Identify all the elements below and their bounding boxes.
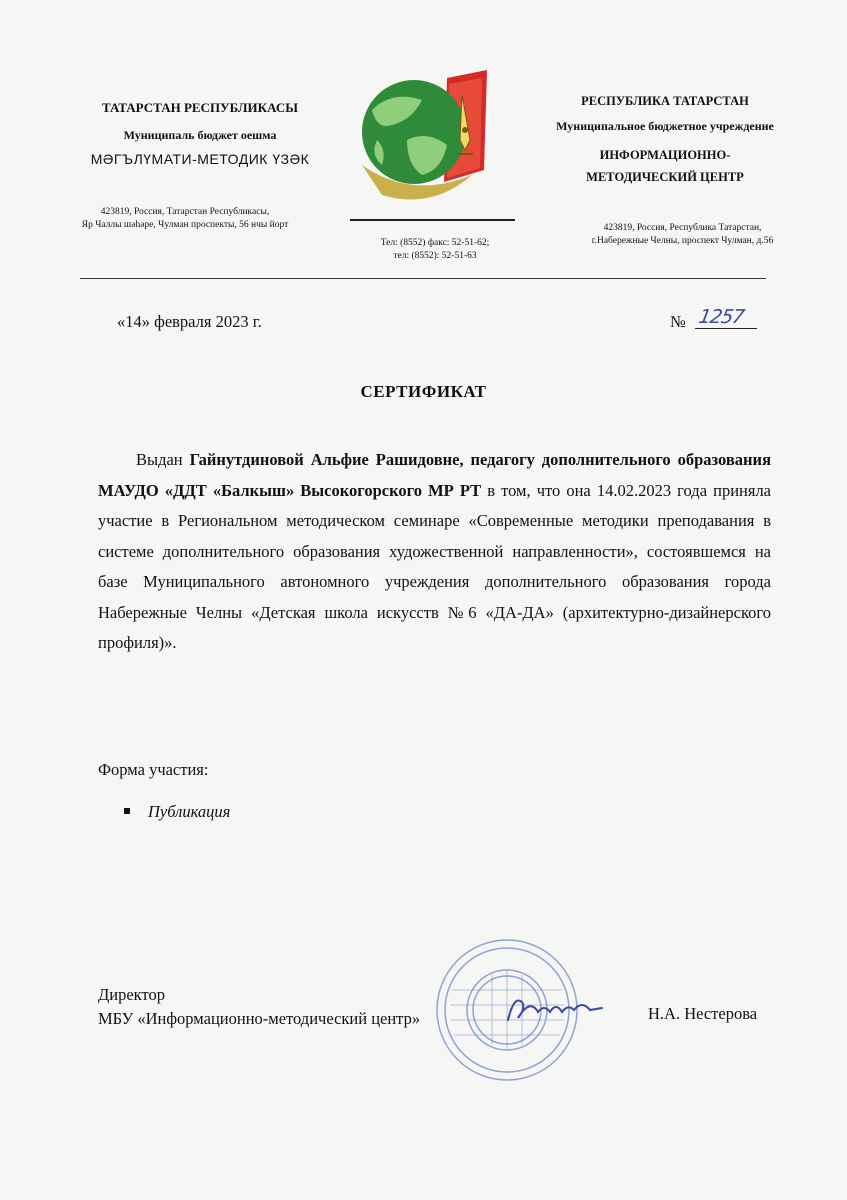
organization-logo [352,70,512,215]
header-left-line1: ТАТАРСТАН РЕСПУБЛИКАСЫ [102,100,298,115]
header-left-line3: МӘГЪЛҮМАТИ-МЕТОДИК ҮЗӘК [90,151,310,167]
signatory-organization: МБУ «Информационно-методический центр» [98,1009,421,1028]
participation-form-value: Публикация [148,802,231,821]
address-right-line2: г.Набережные Челны, проспект Чулман, д.56 [591,236,774,246]
header-right-line2: Муниципальное бюджетное учреждение [556,119,774,133]
signatory-title [98,983,420,1031]
certificate-body [98,445,771,659]
document-number-label: № [670,312,686,331]
signatory-position: Директор [98,985,165,1004]
header-left [40,100,360,167]
header-right-address [560,222,805,248]
header-right [520,94,810,188]
phone-line2: тел: (8552): 52-51-63 [393,251,477,261]
document-date: «14» февраля 2023 г. [117,312,262,331]
bullet-icon [124,808,130,814]
address-left-line1: 423819, Россия, Татарстан Республикасы, [100,207,270,217]
header-right-line1: РЕСПУБЛИКА ТАТАРСТАН [581,94,749,108]
body-intro: Выдан [136,450,190,469]
header-divider [80,278,766,279]
address-right-line1: 423819, Россия, Республика Татарстан, [603,223,762,233]
header-left-line2: Муниципаль бюджет оешма [123,128,277,142]
logo-underline [350,219,515,221]
participation-form-item [124,802,230,822]
body-text: в том, что она 14.02.2023 года приняла участие в Региональном методическом семинаре «Современные методики преподавания в системе дополнительного образования художественной направленности», состоявшемся на базе Муниципального автономного учреждения дополнительного образования города Набережные Челны «Детская школа искусств №6 «ДА-ДА» (архитектурно-дизайнерского профиля)». [98,480,771,652]
document-number-handwritten: 1257 [695,306,761,329]
phone-line1: Тел: (8552) факс: 52-51-62; [380,238,490,248]
document-title: СЕРТИФИКАТ [360,382,487,401]
signatory-name: Н.А. Нестерова [648,1004,758,1023]
body-recipient: Гайнутдиновой Альфие Рашидовне, педагогу дополнительного образования МАУДО «ДДТ «Балкыш» Высокогорского МР РТ [98,450,771,500]
header-right-line4: МЕТОДИЧЕСКИЙ ЦЕНТР [586,170,744,184]
header-phones [340,237,530,263]
header-left-address [40,206,330,232]
participation-form-label: Форма участия: [98,760,209,779]
address-left-line2: Яр Чаллы шәһәре, Чулман проспекты, 56 нчы йорт [81,220,289,230]
header-right-line3: ИНФОРМАЦИОННО- [599,148,731,162]
director-signature [500,990,610,1030]
